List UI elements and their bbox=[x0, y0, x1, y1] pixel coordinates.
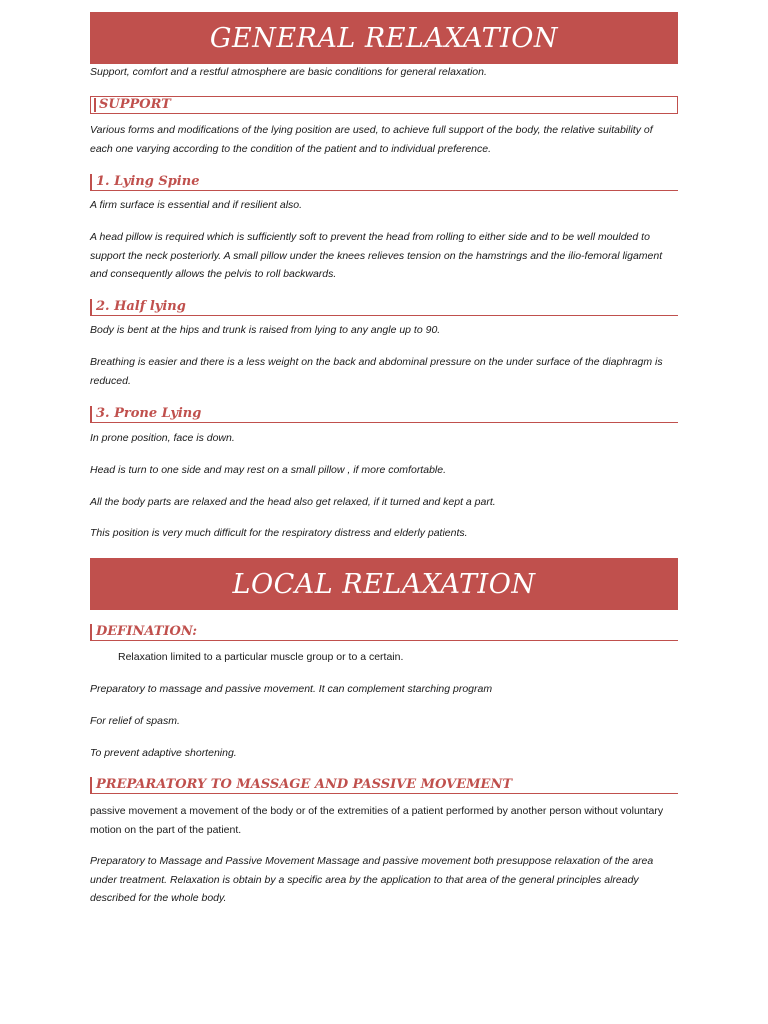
defination-paragraph-2: Preparatory to massage and passive movement. It can complement starching program bbox=[90, 683, 493, 695]
local-relaxation-banner: LOCAL RELAXATION bbox=[90, 558, 678, 610]
prone-lying-paragraph-4: This position is very much difficult for the respiratory distress and elderly patients. bbox=[90, 527, 468, 539]
half-lying-heading bbox=[90, 299, 678, 316]
heading-accent-bar bbox=[94, 98, 96, 112]
lying-spine-paragraph-1: A firm surface is essential and if resilient also. bbox=[90, 199, 303, 211]
defination-paragraph-1: Relaxation limited to a particular muscle group or to a certain. bbox=[118, 651, 404, 663]
preparatory-heading-label: PREPARATORY TO MASSAGE AND PASSIVE MOVEMENT bbox=[96, 777, 513, 792]
preparatory-paragraph-2: Preparatory to Massage and Passive Movement Massage and passive movement both presuppose relaxation of the area under treatment. Relaxation is obtain by a specific area by the application to that area of the general principles already described for the whole body. bbox=[90, 855, 654, 904]
heading-accent-bar bbox=[90, 406, 92, 422]
half-lying-paragraph-2: Breathing is easier and there is a less weight on the back and abdominal pressure on the under surface of the diaphragm is reduced. bbox=[90, 356, 663, 387]
support-heading bbox=[90, 96, 678, 114]
heading-accent-bar bbox=[90, 624, 92, 640]
lying-spine-paragraph-2: A head pillow is required which is sufficiently soft to prevent the head from rolling to either side and to be well moulded to support the neck posteriorly. A small pillow under the knees relieves tension on the hamstrings and the ilio-femoral ligament and consequently allows the pelvis to roll backwards. bbox=[90, 231, 663, 280]
prone-lying-paragraph-1: In prone position, face is down. bbox=[90, 432, 235, 444]
defination-heading-label: DEFINATION: bbox=[96, 624, 198, 639]
prone-lying-paragraph-3: All the body parts are relaxed and the head also get relaxed, if it turned and kept a part. bbox=[90, 496, 496, 508]
support-heading-label: SUPPORT bbox=[99, 97, 171, 112]
half-lying-heading-label: 2. Half lying bbox=[96, 299, 186, 314]
prone-lying-heading-label: 3. Prone Lying bbox=[96, 406, 202, 421]
heading-accent-bar bbox=[90, 299, 92, 315]
lying-spine-heading-label: 1. Lying Spine bbox=[96, 174, 200, 189]
prone-lying-paragraph-2: Head is turn to one side and may rest on a small pillow , if more comfortable. bbox=[90, 464, 446, 476]
support-text: Various forms and modifications of the lying position are used, to achieve full support of the body, the relative suitability of each one varying according to the condition of the patient and to individual preference. bbox=[90, 124, 653, 155]
defination-heading bbox=[90, 624, 678, 641]
preparatory-paragraph-1: passive movement a movement of the body or of the extremities of a patient performed by another person without voluntary motion on the part of the patient. bbox=[90, 805, 664, 836]
prone-lying-heading bbox=[90, 406, 678, 423]
heading-accent-bar bbox=[90, 777, 92, 793]
preparatory-heading bbox=[90, 777, 678, 794]
defination-paragraph-3: For relief of spasm. bbox=[90, 715, 180, 727]
general-intro-text: Support, comfort and a restful atmosphere are basic conditions for general relaxation. bbox=[90, 66, 487, 78]
heading-accent-bar bbox=[90, 174, 92, 190]
half-lying-paragraph-1: Body is bent at the hips and trunk is raised from lying to any angle up to 90. bbox=[90, 324, 441, 336]
defination-paragraph-4: To prevent adaptive shortening. bbox=[90, 747, 237, 759]
lying-spine-heading bbox=[90, 174, 678, 191]
general-relaxation-banner: GENERAL RELAXATION bbox=[90, 12, 678, 64]
